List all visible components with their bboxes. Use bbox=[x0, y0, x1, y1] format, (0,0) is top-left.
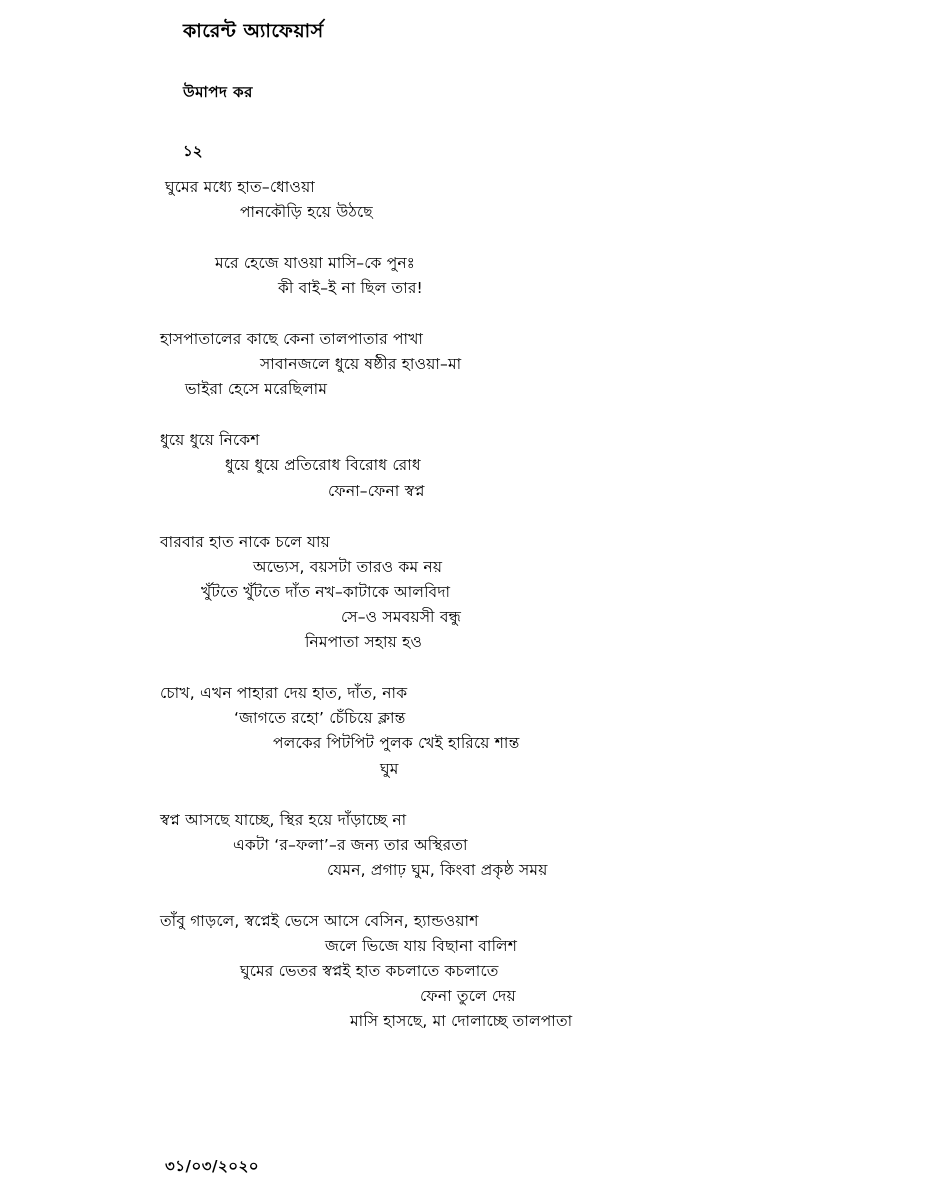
stanza bbox=[160, 909, 880, 1035]
poem-line: একটা ‘র–ফলা’–র জন্য তার অস্থিরতা bbox=[233, 835, 468, 854]
poem-line: জলে ভিজে যায় বিছানা বালিশ bbox=[325, 937, 518, 956]
page-title: কারেন্ট অ্যাফেয়ার্স bbox=[183, 20, 324, 42]
author-name: উমাপদ কর bbox=[183, 82, 253, 101]
date-stamp: ৩১/০৩/২০২০ bbox=[165, 1157, 259, 1175]
poem-line: ধুয়ে ধুয়ে নিকেশ bbox=[160, 431, 260, 450]
poem-line: পলকের পিটপিট পুলক খেই হারিয়ে শান্ত bbox=[273, 734, 520, 753]
poem-body bbox=[160, 175, 880, 1035]
poem-line: হাসপাতালের কাছে কেনা তালপাতার পাখা bbox=[160, 330, 424, 349]
poem-line: পানকৌড়ি হয়ে উঠছে bbox=[240, 202, 373, 221]
poem-line: বারবার হাত নাকে চলে যায় bbox=[160, 532, 330, 551]
stanza bbox=[160, 428, 880, 503]
poem-line: ঘুম bbox=[380, 759, 399, 778]
poem-line: স্বপ্ন আসছে যাচ্ছে, স্থির হয়ে দাঁড়াচ্ছে না bbox=[160, 810, 407, 829]
stanza bbox=[160, 530, 880, 656]
poem-line: মাসি হাসছে, মা দোলাচ্ছে তালপাতা bbox=[350, 1012, 573, 1031]
poem-line: কী বাই–ই না ছিল তার! bbox=[278, 278, 423, 297]
poem-line: ধুয়ে ধুয়ে প্রতিরোধ বিরোধ রোধ bbox=[225, 456, 421, 475]
poem-line: সে–ও সমবয়সী বন্ধু bbox=[341, 608, 462, 627]
poem-number: ১২ bbox=[183, 141, 203, 160]
poem-line: ভাইরা হেসে মরেছিলাম bbox=[185, 380, 328, 399]
stanza bbox=[160, 808, 880, 883]
poem-line: তাঁবু গাড়লে, স্বপ্নেই ভেসে আসে বেসিন, হ্যান্ডওয়াশ bbox=[160, 912, 479, 930]
poem-line: মরে হেজে যাওয়া মাসি–কে পুনঃ bbox=[215, 253, 416, 272]
stanza bbox=[160, 681, 880, 781]
stanza bbox=[160, 327, 880, 402]
poem-line: অভ্যেস, বয়সটা তারও কম নয় bbox=[253, 557, 443, 576]
stanza bbox=[165, 175, 880, 225]
poem-line: ‘জাগতে রহো’ চেঁচিয়ে ক্লান্ত bbox=[234, 709, 406, 728]
poem-line: ঘুমের ভেতর স্বপ্নই হাত কচলাতে কচলাতে bbox=[240, 962, 499, 981]
poem-line: চোখ, এখন পাহারা দেয় হাত, দাঁত, নাক bbox=[160, 684, 408, 703]
poem-line: ফেনা–ফেনা স্বপ্ন bbox=[328, 481, 425, 500]
poem-line: সাবানজলে ধুয়ে ষষ্ঠীর হাওয়া–মা bbox=[260, 355, 462, 374]
poem-line: যেমন, প্রগাঢ় ঘুম, কিংবা প্রকৃষ্ঠ সময় bbox=[327, 860, 548, 879]
poem-line: নিমপাতা সহায় হও bbox=[305, 633, 423, 652]
poem-line: খুঁটতে খুঁটতে দাঁত নখ–কাটাকে আলবিদা bbox=[201, 582, 451, 601]
poem-line: ফেনা তুলে দেয় bbox=[420, 987, 516, 1006]
stanza bbox=[165, 251, 880, 301]
poem-line: ঘুমের মধ্যে হাত–ধোওয়া bbox=[165, 177, 315, 196]
